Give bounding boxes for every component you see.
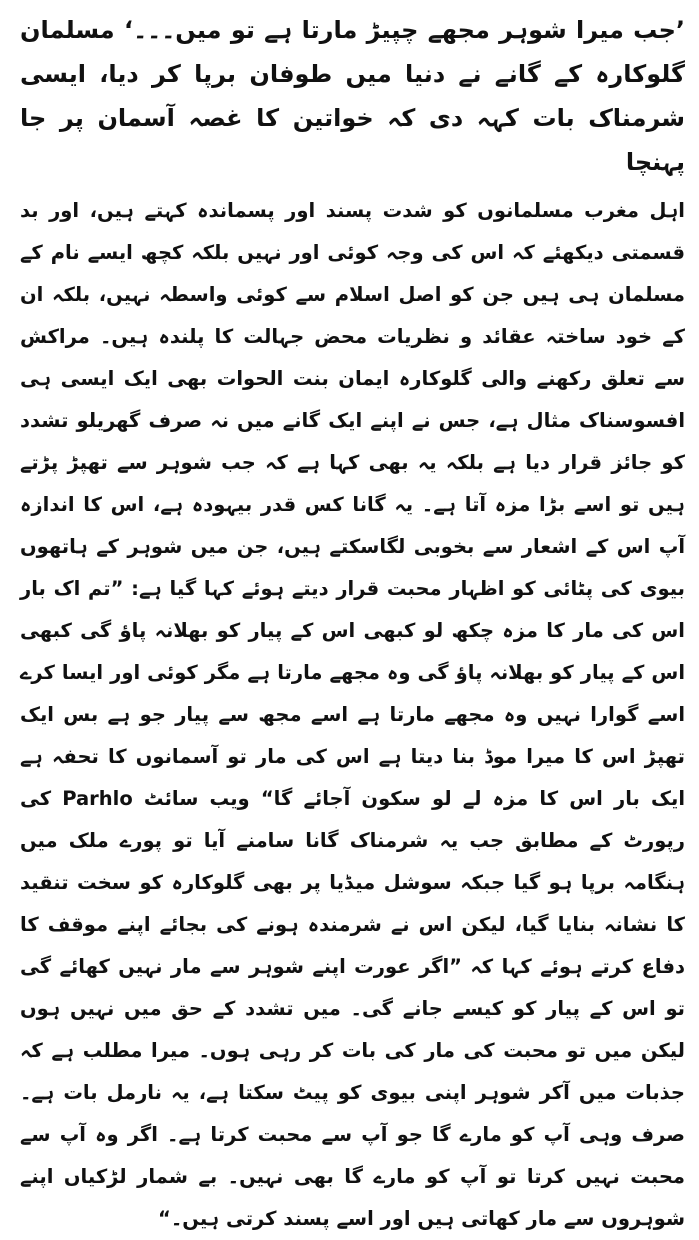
article-headline: ’جب میرا شوہر مجھے چپیڑ مارتا ہے تو میں۔۔۔‘ مسلمان گلوکارہ کے گانے نے دنیا میں طوفان برپا کر دیا، ایسی شرمناک بات کہہ دی کہ خواتین کا غصہ آسمان پر جا پہنچا [20, 16, 685, 176]
article-body: اہل مغرب مسلمانوں کو شدت پسند اور پسماندہ کہتے ہیں، اور بد قسمتی دیکھئے کہ اس کی وجہ کوئی اور نہیں بلکہ کچھ ایسے نام کے مسلمان ہی ہیں جن کو اصل اسلام سے کوئی واسطہ نہیں، بلکہ ان کے خود ساختہ عقائد و نظریات محض جہالت کا پلندہ ہیں۔ مراکش سے تعلق رکھنے والی گلوکارہ ایمان بنت الحوات بھی ایک ایسی ہی افسوسناک مثال ہے، جس نے اپنے ایک گانے میں نہ صرف گھریلو تشدد کو جائز قرار دیا ہے بلکہ یہ بھی کہا ہے کہ جب شوہر سے تھپڑ پڑتے ہیں تو اسے بڑا مزہ آتا ہے۔ یہ گانا کس قدر بیہودہ ہے، اس کا اندازہ آپ اس کے اشعار سے بخوبی لگاسکتے ہیں، جن میں شوہر کے ہاتھوں بیوی کی پٹائی کو اظہار محبت قرار دیتے ہوئے کہا گیا ہے: ”تم اک بار اس کی مار کا مزہ چکھ لو کبھی اس کے پیار کو بھلانہ پاؤ گی کبھی اس کے پیار کو بھلانہ پاؤ گی وہ مجھے مارتا ہے مگر کوئی اور ایسا کرے اسے گوارا نہیں وہ مجھے مارتا ہے اسے مجھ سے پیار جو ہے بس ایک تھپڑ اس کا میرا موڈ بنا دیتا ہے اس کی مار تو آسمانوں کا تحفہ ہے ایک بار اس کا مزہ لے لو سکون آجائے گا“ ویب سائٹ Parhlo کی رپورٹ کے مطابق جب یہ شرمناک گانا سامنے آیا تو پورے ملک میں ہنگامہ برپا ہو گیا جبکہ سوشل میڈیا پر بھی گلوکارہ کو سخت تنقید کا نشانہ بنایا گیا، لیکن اس نے شرمندہ ہونے کی بجائے اپنے موقف کا دفاع کرتے ہوئے کہا کہ ”اگر عورت اپنے شوہر سے مار نہیں کھائے گی تو اس کے پیار کو کیسے جانے گی۔ میں تشدد کے حق میں نہیں ہوں لیکن میں تو محبت کی مار کی بات کر رہی ہوں۔ میرا مطلب ہے کہ جذبات میں آکر شوہر اپنی بیوی کو پیٹ سکتا ہے، یہ نارمل بات ہے۔ صرف وہی آپ کو مارے گا جو آپ سے محبت کرتا ہے۔ اگر وہ آپ سے محبت نہیں کرتا تو آپ کو مارے گا بھی نہیں۔ بے شمار لڑکیاں اپنے شوہروں سے مار کھاتی ہیں اور اسے پسند کرتی ہیں۔“ [20, 199, 686, 1230]
